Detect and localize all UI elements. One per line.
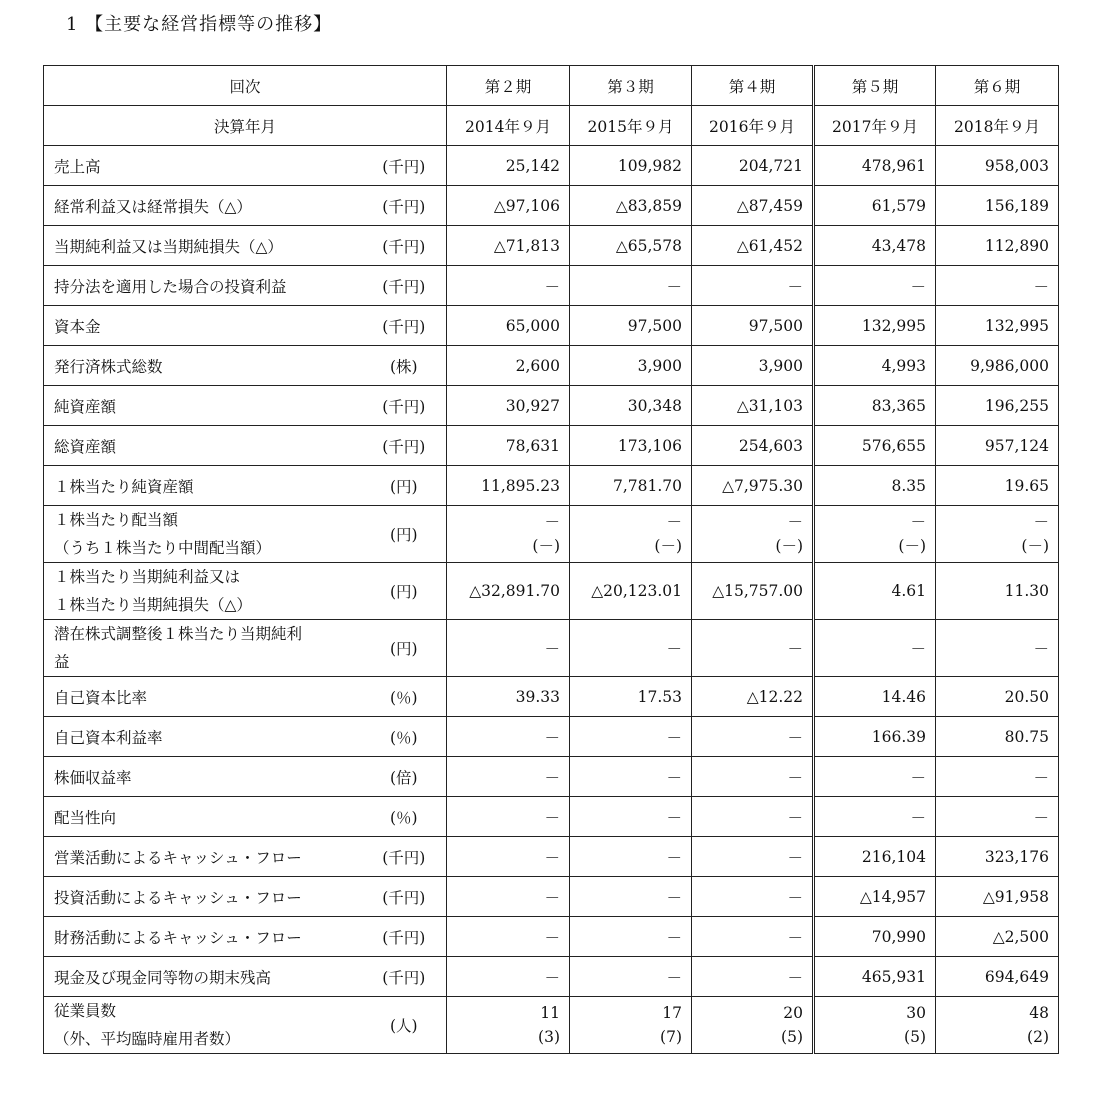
value-cell: 8.35 (814, 466, 936, 506)
employees-row (44, 997, 1059, 1054)
table-row (44, 426, 1059, 466)
date-cell: 2014年９月 (447, 106, 570, 146)
value-cell (692, 997, 814, 1054)
table-row (44, 797, 1059, 837)
value-sub: (3) (538, 1028, 561, 1046)
row-label: 営業活動によるキャッシュ・フロー (44, 837, 362, 877)
value-cell: － (570, 957, 692, 997)
row-unit: (人) (362, 997, 447, 1054)
row-label: 株価収益率 (44, 757, 362, 797)
value-cell: 694,649 (936, 957, 1059, 997)
row-unit: (千円) (362, 957, 447, 997)
value-cell: △14,957 (814, 877, 936, 917)
table-row (44, 186, 1059, 226)
row-label: 持分法を適用した場合の投資利益 (44, 266, 362, 306)
value-cell: － (570, 797, 692, 837)
row-label: 売上高 (44, 146, 362, 186)
value-cell: △7,975.30 (692, 466, 814, 506)
value-cell: － (570, 757, 692, 797)
value-cell (814, 506, 936, 563)
row-label: １株当たり純資産額 (44, 466, 362, 506)
value-cell: － (447, 757, 570, 797)
header-kaiji: 回次 (44, 66, 447, 106)
eps-row (44, 563, 1059, 620)
table-row (44, 306, 1059, 346)
section-heading: 1 【主要な経営指標等の推移】 (66, 14, 333, 35)
row-label: 発行済株式総数 (44, 346, 362, 386)
value-cell: － (814, 620, 936, 677)
value-cell: 11,895.23 (447, 466, 570, 506)
row-unit: (千円) (362, 146, 447, 186)
row-label-line2: （うち１株当たり中間配当額） (54, 539, 272, 557)
row-label-line1: １株当たり当期純利益又は (54, 568, 241, 586)
value-cell: － (936, 266, 1059, 306)
value-cell: － (692, 797, 814, 837)
value-sub: (2) (1027, 1028, 1050, 1046)
value-cell (447, 997, 570, 1054)
row-label: 現金及び現金同等物の期末残高 (44, 957, 362, 997)
row-unit: (円) (362, 620, 447, 677)
value-cell: － (570, 837, 692, 877)
row-label (44, 563, 362, 620)
value-cell: － (692, 620, 814, 677)
value-cell: － (936, 757, 1059, 797)
value-cell: 97,500 (692, 306, 814, 346)
value-cell: 196,255 (936, 386, 1059, 426)
value-sub: (7) (660, 1028, 683, 1046)
row-label: 財務活動によるキャッシュ・フロー (44, 917, 362, 957)
date-cell: 2018年９月 (936, 106, 1059, 146)
row-label-line2: （外、平均臨時雇用者数） (54, 1030, 241, 1048)
row-unit: (円) (362, 466, 447, 506)
value-cell: 20.50 (936, 677, 1059, 717)
row-label: 当期純利益又は当期純損失（△） (44, 226, 362, 266)
value-cell: △65,578 (570, 226, 692, 266)
table-row (44, 346, 1059, 386)
value-main: 17 (662, 1004, 683, 1022)
value-cell (447, 506, 570, 563)
value-sub: (5) (781, 1028, 804, 1046)
value-sub: (－) (775, 537, 804, 555)
value-cell: － (447, 797, 570, 837)
value-cell: 576,655 (814, 426, 936, 466)
table-row (44, 957, 1059, 997)
date-cell: 2016年９月 (692, 106, 814, 146)
value-cell: 4.61 (814, 563, 936, 620)
period-cell: 第６期 (936, 66, 1059, 106)
period-cell: 第２期 (447, 66, 570, 106)
value-cell: 166.39 (814, 717, 936, 757)
value-cell: 39.33 (447, 677, 570, 717)
row-label-line1: １株当たり配当額 (54, 511, 179, 529)
value-cell: △83,859 (570, 186, 692, 226)
table-row (44, 266, 1059, 306)
value-cell: 11.30 (936, 563, 1059, 620)
value-cell: 156,189 (936, 186, 1059, 226)
row-label (44, 506, 362, 563)
value-cell: － (936, 620, 1059, 677)
value-cell: － (447, 266, 570, 306)
row-label: 投資活動によるキャッシュ・フロー (44, 877, 362, 917)
value-cell: 465,931 (814, 957, 936, 997)
value-cell: － (692, 877, 814, 917)
row-unit: (％) (362, 717, 447, 757)
value-cell: △12.22 (692, 677, 814, 717)
value-cell: － (692, 757, 814, 797)
value-cell: － (570, 266, 692, 306)
row-unit: (千円) (362, 226, 447, 266)
value-cell: △97,106 (447, 186, 570, 226)
value-main: － (1033, 513, 1050, 531)
row-label-line2: １株当たり当期純損失（△） (54, 596, 252, 614)
row-unit: (千円) (362, 266, 447, 306)
value-cell (692, 506, 814, 563)
value-cell: 65,000 (447, 306, 570, 346)
date-cell: 2017年９月 (814, 106, 936, 146)
table-row (44, 466, 1059, 506)
value-cell: － (936, 797, 1059, 837)
value-sub: (－) (532, 537, 561, 555)
row-unit: (千円) (362, 877, 447, 917)
value-cell: － (447, 620, 570, 677)
value-cell: 204,721 (692, 146, 814, 186)
row-label: 総資産額 (44, 426, 362, 466)
value-cell: △20,123.01 (570, 563, 692, 620)
value-cell: 78,631 (447, 426, 570, 466)
row-label-line1: 潜在株式調整後１株当たり当期純利 (54, 625, 303, 643)
value-cell: 478,961 (814, 146, 936, 186)
value-cell: 132,995 (936, 306, 1059, 346)
value-main: 20 (783, 1004, 804, 1022)
value-cell: 70,990 (814, 917, 936, 957)
value-cell: － (814, 757, 936, 797)
period-cell: 第５期 (814, 66, 936, 106)
value-cell: 25,142 (447, 146, 570, 186)
value-cell: 30,348 (570, 386, 692, 426)
value-cell: 216,104 (814, 837, 936, 877)
row-unit: (千円) (362, 426, 447, 466)
value-cell: － (570, 917, 692, 957)
value-cell: 30,927 (447, 386, 570, 426)
dividend-row (44, 506, 1059, 563)
row-unit: (円) (362, 506, 447, 563)
date-cell: 2015年９月 (570, 106, 692, 146)
row-unit: (％) (362, 797, 447, 837)
table-row (44, 837, 1059, 877)
value-cell (936, 506, 1059, 563)
value-cell: △2,500 (936, 917, 1059, 957)
value-main: 48 (1029, 1004, 1050, 1022)
value-cell: 109,982 (570, 146, 692, 186)
value-cell: △61,452 (692, 226, 814, 266)
value-sub: (－) (654, 537, 683, 555)
value-cell: － (447, 917, 570, 957)
value-cell: 83,365 (814, 386, 936, 426)
value-cell: △15,757.00 (692, 563, 814, 620)
value-cell: 323,176 (936, 837, 1059, 877)
row-unit: (千円) (362, 306, 447, 346)
financial-indicators-table (43, 65, 1059, 1054)
header-row-date (44, 106, 1059, 146)
table-row (44, 146, 1059, 186)
diluted-eps-row (44, 620, 1059, 677)
table-row (44, 386, 1059, 426)
header-row-period (44, 66, 1059, 106)
value-sub: (－) (1021, 537, 1050, 555)
row-unit: (％) (362, 677, 447, 717)
row-unit: (千円) (362, 386, 447, 426)
value-cell: － (692, 717, 814, 757)
value-cell: △87,459 (692, 186, 814, 226)
period-cell: 第４期 (692, 66, 814, 106)
table-row (44, 717, 1059, 757)
row-unit: (千円) (362, 837, 447, 877)
value-main: － (787, 513, 804, 531)
row-unit: (株) (362, 346, 447, 386)
value-cell: － (447, 957, 570, 997)
value-cell: 80.75 (936, 717, 1059, 757)
value-cell: 17.53 (570, 677, 692, 717)
row-label (44, 997, 362, 1054)
value-cell: － (570, 717, 692, 757)
value-main: 30 (906, 1004, 927, 1022)
value-cell: 957,124 (936, 426, 1059, 466)
value-cell: 254,603 (692, 426, 814, 466)
value-cell (570, 506, 692, 563)
value-cell: 173,106 (570, 426, 692, 466)
row-label: 自己資本利益率 (44, 717, 362, 757)
value-sub: (5) (904, 1028, 927, 1046)
value-cell: － (692, 917, 814, 957)
value-cell: △32,891.70 (447, 563, 570, 620)
table-row (44, 677, 1059, 717)
value-cell: 2,600 (447, 346, 570, 386)
value-cell: － (570, 620, 692, 677)
value-cell: △91,958 (936, 877, 1059, 917)
value-cell: － (692, 957, 814, 997)
header-kessan: 決算年月 (44, 106, 447, 146)
row-label: 資本金 (44, 306, 362, 346)
row-unit: (倍) (362, 757, 447, 797)
value-cell: △31,103 (692, 386, 814, 426)
value-sub: (－) (898, 537, 927, 555)
value-cell: △71,813 (447, 226, 570, 266)
row-label: 自己資本比率 (44, 677, 362, 717)
row-label: 純資産額 (44, 386, 362, 426)
value-cell: － (447, 877, 570, 917)
table-row (44, 917, 1059, 957)
value-cell: － (447, 837, 570, 877)
value-main: 11 (540, 1004, 561, 1022)
value-cell: 9,986,000 (936, 346, 1059, 386)
table-row (44, 877, 1059, 917)
value-cell (936, 997, 1059, 1054)
value-cell: － (692, 837, 814, 877)
value-cell: 61,579 (814, 186, 936, 226)
row-label-line2: 益 (54, 653, 70, 671)
table-row (44, 757, 1059, 797)
value-cell: 19.65 (936, 466, 1059, 506)
value-cell: 7,781.70 (570, 466, 692, 506)
value-cell: － (692, 266, 814, 306)
period-cell: 第３期 (570, 66, 692, 106)
row-unit: (千円) (362, 917, 447, 957)
value-cell: 43,478 (814, 226, 936, 266)
value-cell: 132,995 (814, 306, 936, 346)
value-main: － (544, 513, 561, 531)
value-cell: 14.46 (814, 677, 936, 717)
value-main: － (666, 513, 683, 531)
value-cell: 3,900 (692, 346, 814, 386)
table-row (44, 226, 1059, 266)
value-main: － (910, 513, 927, 531)
value-cell (570, 997, 692, 1054)
row-unit: (円) (362, 563, 447, 620)
value-cell: 4,993 (814, 346, 936, 386)
value-cell: － (814, 797, 936, 837)
value-cell: － (570, 877, 692, 917)
value-cell: 958,003 (936, 146, 1059, 186)
value-cell: － (447, 717, 570, 757)
row-label: 経常利益又は経常損失（△） (44, 186, 362, 226)
row-unit: (千円) (362, 186, 447, 226)
value-cell: － (814, 266, 936, 306)
value-cell (814, 997, 936, 1054)
value-cell: 97,500 (570, 306, 692, 346)
value-cell: 3,900 (570, 346, 692, 386)
row-label-line1: 従業員数 (54, 1002, 117, 1020)
row-label (44, 620, 362, 677)
value-cell: 112,890 (936, 226, 1059, 266)
row-label: 配当性向 (44, 797, 362, 837)
